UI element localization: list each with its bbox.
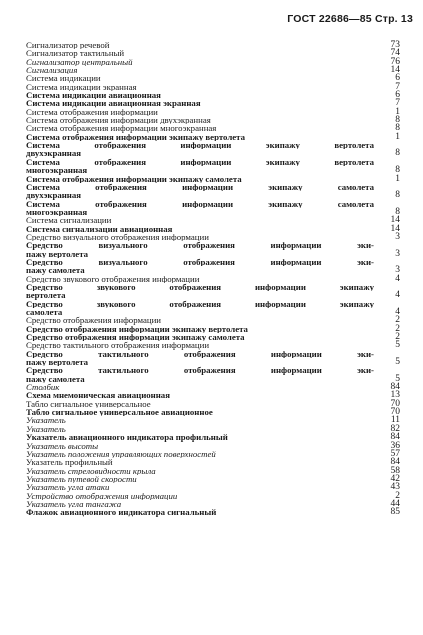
index-page-number: 44	[390, 498, 400, 509]
index-page-number: 36	[390, 440, 400, 451]
index-term: Система отображения информации	[26, 107, 158, 117]
index-entry	[26, 483, 400, 491]
index-entry	[26, 391, 400, 399]
index-entry	[26, 300, 400, 308]
index-entry	[26, 99, 400, 107]
index-entry	[26, 500, 400, 508]
index-term: Средство тактильного отображения информации эки-	[26, 366, 374, 375]
index-term: Сигнализатор центральный	[26, 57, 133, 67]
index-entry	[26, 291, 400, 299]
index-term: Столбик	[26, 383, 60, 392]
index-entry	[26, 416, 400, 424]
index-entry	[26, 108, 400, 116]
index-entry	[26, 275, 400, 283]
index-entry	[26, 442, 400, 450]
index-entry	[26, 66, 400, 74]
index-page-number: 74	[390, 48, 400, 59]
index-term: Указатель стреловидности крыла	[26, 466, 156, 475]
index-page-number: 8	[395, 115, 400, 126]
index-term: Указатель путевой скорости	[26, 474, 137, 484]
index-page-number: 2	[395, 332, 400, 343]
index-term: многоэкранная	[26, 207, 88, 217]
index-page-number: 2	[395, 323, 400, 334]
index-term: Система сигнализации	[26, 216, 112, 225]
index-page-number: 13	[390, 390, 400, 401]
index-term: Система отображения информации многоэкранная	[26, 124, 217, 133]
index-term: Система отображения информации двухэкранная	[26, 116, 211, 125]
index-page-number: 8	[395, 148, 400, 159]
index-page-number: 4	[395, 307, 400, 317]
index-page-number: 5	[395, 340, 400, 351]
index-term: Сигнализатор тактильный	[26, 49, 125, 58]
index-list	[26, 41, 400, 517]
index-entry	[26, 350, 400, 358]
index-entry	[26, 316, 400, 324]
index-entry	[26, 41, 400, 49]
index-term: пажу вертолета	[26, 358, 89, 367]
index-term: Средство тактильного отображения информации	[26, 341, 210, 350]
index-term: Система отображения информации экипажу самолета	[26, 199, 374, 208]
index-entry	[26, 400, 400, 408]
index-page-number: 3	[395, 231, 400, 242]
index-term: Средство звукового отображения информации экипажу	[26, 299, 374, 308]
index-entry	[26, 91, 400, 99]
index-entry	[26, 283, 400, 291]
index-term: Указатель высоты	[26, 441, 99, 450]
index-page-number: 6	[395, 73, 400, 84]
index-term: Сигнализатор речевой	[26, 41, 110, 50]
index-term: Флажок авиационного индикатора сигнальный	[26, 508, 217, 517]
index-term: Средство звукового отображения информации экипажу	[26, 282, 374, 292]
index-term: Средство отображения информации	[26, 316, 161, 325]
index-term: Табло сигнальное универсальное	[26, 399, 151, 409]
index-term: Указатель угла атаки	[26, 483, 110, 492]
index-term: Средство отображения информации экипажу самолета	[26, 333, 245, 342]
index-term: Система отображения информации экипажу самолета	[26, 182, 374, 192]
index-page-number: 1	[395, 173, 400, 184]
index-entry	[26, 233, 400, 241]
index-page-number: 3	[395, 265, 400, 276]
index-page-number: 1	[395, 131, 400, 142]
index-page-number: 76	[390, 56, 400, 67]
index-entry	[26, 492, 400, 500]
index-entry	[26, 175, 400, 183]
index-page-number: 6	[395, 90, 400, 101]
index-entry	[26, 183, 400, 191]
index-term: Система отображения информации экипажу вертолета	[26, 157, 374, 167]
index-entry	[26, 383, 400, 391]
index-entry	[26, 149, 400, 157]
index-term: Система индикации экранная	[26, 82, 137, 92]
index-entry	[26, 358, 400, 366]
index-entry	[26, 241, 400, 249]
index-term: Указатель профильный	[26, 458, 113, 467]
index-page-number: 84	[390, 457, 400, 468]
index-entry	[26, 258, 400, 266]
index-term: самолета	[26, 308, 63, 317]
index-entry	[26, 450, 400, 458]
index-page-number: 2	[395, 315, 400, 326]
index-term: Система индикации авиационная	[26, 91, 161, 100]
index-entry	[26, 200, 400, 208]
index-entry	[26, 433, 400, 441]
index-term: двухэкранная	[26, 149, 82, 158]
index-entry	[26, 508, 400, 516]
index-entry	[26, 333, 400, 341]
index-entry	[26, 458, 400, 466]
index-term: Система индикации авиационная экранная	[26, 99, 201, 108]
index-term: пажу самолета	[26, 374, 85, 384]
index-page-number: 57	[390, 448, 400, 459]
index-term: Система отображения информации экипажу вертолета	[26, 141, 374, 150]
index-term: Средство тактильного отображения информации эки-	[26, 349, 374, 359]
index-entry	[26, 341, 400, 349]
index-page-number: 11	[390, 415, 400, 426]
index-page-number: 4	[395, 273, 400, 284]
index-entry	[26, 475, 400, 483]
index-entry	[26, 375, 400, 383]
index-term: Система отображения информации экипажу самолета	[26, 174, 242, 183]
index-page-number: 43	[390, 482, 400, 493]
index-page-number: 2	[395, 490, 400, 501]
index-term: Средство визуального отображения информации эки-	[26, 257, 374, 267]
index-entry	[26, 49, 400, 57]
index-page-number: 8	[395, 190, 400, 201]
index-page-number: 4	[395, 290, 400, 301]
index-page-number: 8	[395, 123, 400, 134]
index-page-number: 82	[390, 423, 400, 434]
index-term: Устройство отображения информации	[26, 491, 178, 500]
index-entry	[26, 308, 400, 316]
index-entry	[26, 166, 400, 174]
index-entry	[26, 58, 400, 66]
index-entry	[26, 325, 400, 333]
index-term: многоэкранная	[26, 166, 88, 175]
index-term: пажу самолета	[26, 266, 85, 275]
index-entry	[26, 74, 400, 82]
index-page-number: 1	[395, 106, 400, 117]
index-page-number: 7	[395, 98, 400, 109]
index-page-number: 8	[395, 206, 400, 217]
index-entry	[26, 216, 400, 224]
index-term: Схема мнемоническая авиационная	[26, 391, 170, 400]
index-entry	[26, 366, 400, 374]
index-term: Система индикации	[26, 74, 101, 83]
index-page-number: 7	[395, 81, 400, 92]
index-entry	[26, 266, 400, 274]
index-term: двухэкранная	[26, 191, 82, 200]
index-page-number: 5	[395, 357, 400, 368]
index-page-number: 70	[390, 398, 400, 409]
index-page-number: 5	[395, 373, 400, 384]
index-page-number: 85	[390, 507, 400, 518]
index-entry	[26, 141, 400, 149]
index-term: Система сигнализации авиационная	[26, 224, 173, 233]
index-page-number: 58	[390, 465, 400, 476]
index-page-number: 84	[390, 382, 400, 393]
index-term: Средство отображения информации экипажу вертолета	[26, 324, 248, 334]
index-term: Табло сигнальное универсальное авиационное	[26, 408, 213, 417]
index-term: Указатель положения управляющих поверхностей	[26, 449, 216, 459]
index-entry	[26, 83, 400, 91]
index-term: пажу вертолета	[26, 249, 89, 258]
index-page-number: 8	[395, 165, 400, 176]
index-page-number: 73	[390, 40, 400, 50]
index-entry	[26, 208, 400, 216]
index-entry	[26, 133, 400, 141]
index-entry	[26, 124, 400, 132]
index-term: Средство визуального отображения информации	[26, 232, 209, 242]
index-term: Указатель	[26, 416, 66, 425]
index-term: Средство визуального отображения информации эки-	[26, 241, 374, 250]
index-page-number: 3	[395, 248, 400, 259]
index-term: Сигнализация	[26, 66, 78, 75]
index-term: Указатель угла тангажа	[26, 499, 122, 509]
index-page-number: 42	[390, 473, 400, 484]
index-entry	[26, 408, 400, 416]
index-page-number: 84	[390, 432, 400, 443]
index-page-number: 14	[390, 65, 400, 76]
index-term: Указатель	[26, 424, 66, 434]
index-entry	[26, 250, 400, 258]
index-entry	[26, 225, 400, 233]
index-page-number: 14	[390, 223, 400, 234]
index-entry	[26, 116, 400, 124]
index-term: Указатель авиационного индикатора профильный	[26, 433, 228, 442]
index-term: Система отображения информации экипажу вертолета	[26, 132, 246, 142]
index-entry	[26, 191, 400, 199]
index-page-number: 14	[390, 215, 400, 226]
index-term: Средство звукового отображения информации	[26, 274, 200, 283]
page-header: ГОСТ 22686—85 Стр. 13	[287, 13, 413, 25]
index-entry	[26, 158, 400, 166]
index-page-number: 70	[390, 407, 400, 418]
index-entry	[26, 467, 400, 475]
index-entry	[26, 425, 400, 433]
index-term: вертолета	[26, 291, 66, 300]
